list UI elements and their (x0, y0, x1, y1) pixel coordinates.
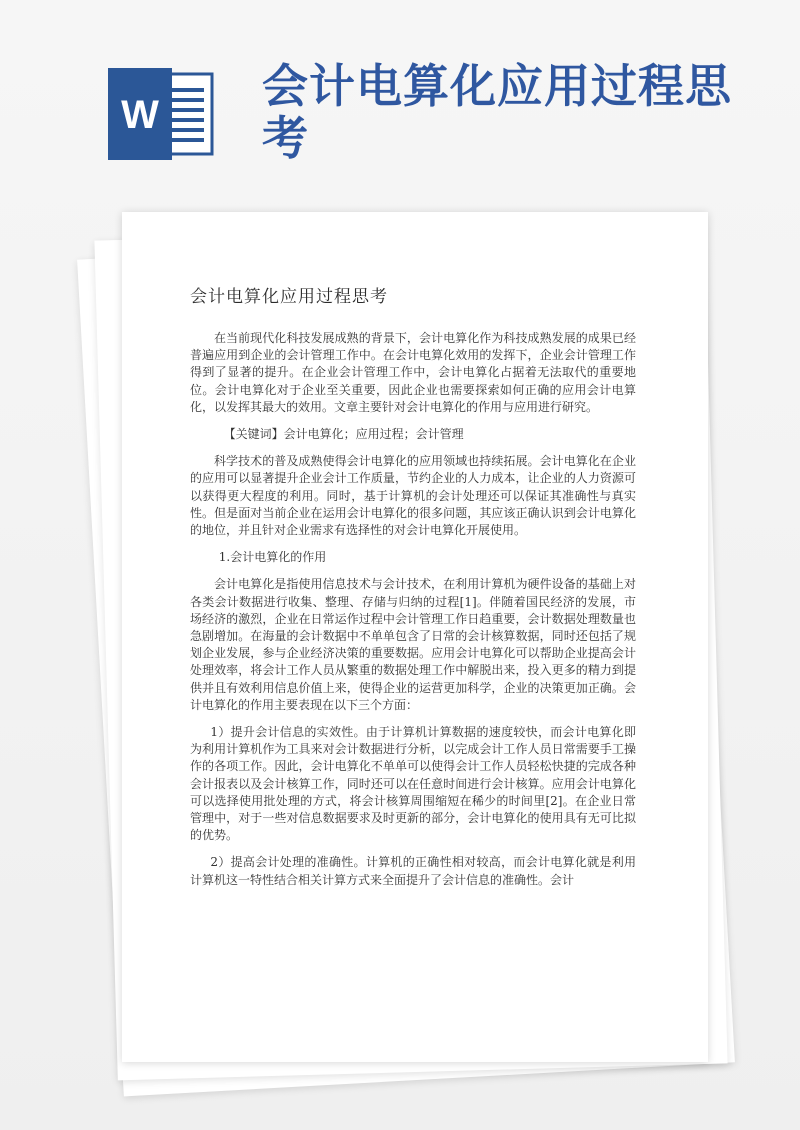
word-document-icon (108, 68, 218, 160)
body-paragraph: 会计电算化是指使用信息技术与会计技术，在利用计算机为硬件设备的基础上对各类会计数据进行收集、整理、存储与归纳的过程[1]。伴随着国民经济的发展，市场经济的激烈，企业在日常运作过程中会计管理工作日趋重要，会计数据处理数量也急剧增加。在海量的会计数据中不单单包含了日常的会计核算数据，同时还包括了规划企业发展，参与企业经济决策的重要数据。应用会计电算化可以帮助企业提高会计处理效率，将会计工作人员从繁重的数据处理工作中解脱出来，投入更多的精力到提供并且有效利用信息价值上来，使得企业的运营更加科学，企业的决策更加正确。会计电算化的作用主要表现在以下三个方面： (190, 577, 636, 712)
document-body (190, 330, 636, 899)
page-title: 会计电算化应用过程思考 (262, 59, 732, 165)
list-item: 1）提升会计信息的实效性。由于计算机计算数据的速度较快，而会计电算化即为利用计算机作为工具来对会计数据进行分析，以完成会计工作人员日常需要手工操作的各项工作。因此，会计电算化不单单可以使得会计工作人员轻松快捷的完成各种会计报表以及会计核算工作，同时还可以在任意时间进行会计核算。应用会计电算化可以选择使用批处理的方式，将会计核算周围缩短在稀少的时间里[2]。在企业日常管理中，对于一些对信息数据要求及时更新的部分，会计电算化的使用具有无可比拟的优势。 (190, 725, 636, 843)
abstract-paragraph: 在当前现代化科技发展成熟的背景下，会计电算化作为科技成熟发展的成果已经普遍应用到企业的会计管理工作中。在会计电算化效用的发挥下，企业会计管理工作得到了显著的提升。在企业会计管理工作中，会计电算化占据着无法取代的重要地位。会计电算化对于企业至关重要，因此企业也需要探索如何正确的应用会计电算化，以发挥其最大的效用。文章主要针对会计电算化的作用与应用进行研究。 (190, 331, 636, 414)
document-title: 会计电算化应用过程思考 (190, 287, 388, 307)
section-heading: 1.会计电算化的作用 (218, 550, 327, 565)
list-item: 2）提高会计处理的准确性。计算机的正确性相对较高，而会计电算化就是利用计算机这一特性结合相关计算方式来全面提升了会计信息的准确性。会计 (190, 855, 636, 887)
document-page (122, 212, 708, 1062)
word-icon-letter: W (121, 93, 159, 137)
body-paragraph: 科学技术的普及成熟使得会计电算化的应用领域也持续拓展。会计电算化在企业的应用可以显著提升企业会计工作质量，节约企业的人力成本，让企业的人力资源可以获得更大程度的利用。同时，基于计算机的会计处理还可以保证其准确性与真实性。但是面对当前企业在运用会计电算化的很多问题，其应该正确认识到会计电算化的地位，并且针对企业需求有选择性的对会计电算化开展使用。 (190, 454, 636, 538)
keywords-line: 【关键词】会计电算化；应用过程；会计管理 (223, 427, 464, 442)
